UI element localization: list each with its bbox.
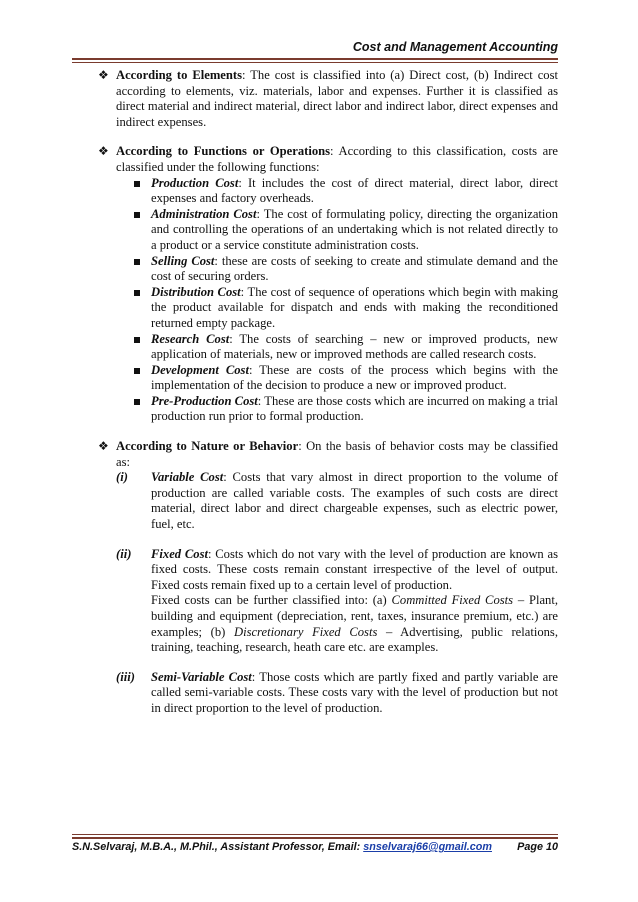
item-text: – Plant, building and equipment (depreciation, rent, taxes, insurance premium, etc.) are examples; (b)	[151, 593, 558, 639]
item-term: Fixed Cost	[151, 546, 208, 561]
item-text: – Advertising, public relations, training, teaching, research, heath care etc. are examples.	[151, 624, 558, 655]
square-bullet-icon	[134, 368, 140, 374]
header-title: Cost and Management Accounting	[352, 40, 558, 54]
item-text: : The costs of searching – new or improved products, new application of materials, new or improved methods are called research costs.	[151, 331, 558, 362]
section-behavior	[98, 439, 558, 717]
item-number: (iii)	[116, 669, 135, 684]
fixed-cost-subclassification	[151, 593, 558, 655]
item-number: (ii)	[116, 546, 132, 561]
footer-email-link[interactable]: snselvaraj66@gmail.com	[363, 841, 492, 853]
item-number: (i)	[116, 470, 128, 485]
square-bullet-icon	[134, 337, 140, 343]
diamond-bullet-icon: ❖	[98, 439, 109, 454]
list-item	[116, 670, 558, 717]
section-lead: According to Functions or Operations	[116, 144, 331, 159]
page-header	[72, 40, 558, 60]
section-functions	[98, 144, 558, 425]
header-rule	[72, 58, 558, 60]
item-term: Variable Cost	[151, 470, 224, 485]
item-text: : The cost of sequence of operations which begin with making the product available for dispatch and ends with making the reconditioned returned empty package.	[151, 284, 558, 330]
section-text: : On the basis of behavior costs may be classified as:	[116, 439, 558, 469]
list-item	[116, 470, 558, 532]
square-bullet-icon	[134, 212, 140, 218]
item-term: Committed Fixed Costs	[391, 593, 514, 608]
item-term: Selling Cost	[151, 253, 215, 268]
item-text: : Those costs which are partly fixed and partly variable are called semi-variable costs. These costs vary with the level of production but not in direct proportion to the level of production.	[151, 669, 559, 715]
item-text: : The cost of formulating policy, directing the organization and controlling the operations of an undertaking which is not related directly to a product or a service constitute administration costs.	[151, 206, 558, 252]
list-item	[116, 176, 558, 207]
item-text: Fixed costs can be further classified into: (a)	[151, 593, 392, 608]
page-content	[98, 68, 558, 731]
list-item	[116, 363, 558, 394]
square-bullet-icon	[134, 181, 140, 187]
list-item	[116, 285, 558, 332]
square-bullet-icon	[134, 399, 140, 405]
section-lead: According to Elements	[116, 68, 242, 82]
section-lead: According to Nature or Behavior	[116, 439, 299, 454]
footer-author	[72, 841, 492, 853]
header-rule-thin	[72, 62, 558, 63]
list-item	[116, 547, 558, 656]
item-text: : Costs which do not vary with the level of production are known as fixed costs. These costs remain constant irrespective of the level of output. Fixed costs remain fixed up to a certain level of production.	[151, 546, 558, 592]
item-term: Semi-Variable Cost	[151, 669, 252, 684]
item-term: Discretionary Fixed Costs	[233, 624, 378, 639]
page-footer	[72, 841, 558, 859]
square-bullet-icon	[134, 259, 140, 265]
item-text: : These are costs of the process which begins with the implementation of the decision to produce a new or improved product.	[151, 362, 558, 393]
item-term: Development Cost	[151, 362, 249, 377]
list-item	[116, 207, 558, 254]
item-text: : these are costs of seeking to create and stimulate demand and the cost of securing orders.	[151, 253, 559, 284]
list-item	[116, 254, 558, 285]
list-item	[116, 332, 558, 363]
footer-rule-thin	[72, 834, 558, 835]
section-text: : According to this classification, costs are classified under the following functions:	[116, 144, 558, 174]
square-bullet-icon	[134, 290, 140, 296]
section-text: : The cost is classified into (a) Direct cost, (b) Indirect cost according to elements, viz. materials, labor and expenses. Further it is classified as direct material and indirect material, direct labor and indirect labor, direct expenses and indirect expenses.	[116, 68, 559, 129]
item-term: Distribution Cost	[151, 284, 241, 299]
item-term: Pre-Production Cost	[151, 393, 258, 408]
footer-rule	[72, 837, 558, 839]
item-text: : These are those costs which are incurred on making a trial production run prior to formal production.	[151, 393, 559, 424]
item-term: Research Cost	[151, 331, 230, 346]
diamond-bullet-icon: ❖	[98, 144, 109, 159]
list-item	[116, 394, 558, 425]
footer-author-text: S.N.Selvaraj, M.B.A., M.Phil., Assistant Professor, Email:	[72, 841, 364, 853]
diamond-bullet-icon: ❖	[98, 68, 109, 82]
item-term: Production Cost	[151, 175, 239, 190]
item-text: : It includes the cost of direct material, direct labor, direct expenses and factory overheads.	[151, 175, 558, 206]
item-term: Administration Cost	[151, 206, 257, 221]
section-elements	[98, 68, 558, 130]
item-text: : Costs that vary almost in direct proportion to the volume of production are called variable costs. The examples of such costs are direct material, direct labor and direct chargeable expenses, such as electric power, fuel, etc.	[151, 470, 558, 532]
page-number: Page 10	[517, 841, 558, 853]
